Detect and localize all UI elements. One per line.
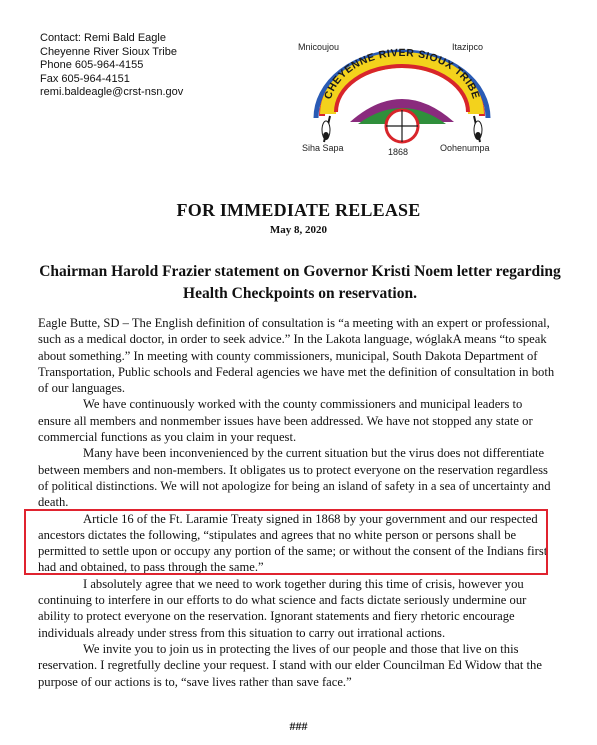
contact-block [40, 32, 183, 100]
right-feather-icon [474, 116, 482, 142]
paragraph-5: I absolutely agree that we need to work together during this time of crisis, however you continuing to interfere in our efforts to do what science and facts dictate seriously undermine our ability to protect everyone on the reservation. Ignorant statements and fiery rhetoric encourage individuals already under stress from this situation to carry out irrational actions. [38, 576, 527, 640]
end-mark: ### [289, 719, 308, 733]
logo-label-itazipco: Itazipco [452, 42, 484, 52]
left-feather-icon [322, 116, 330, 142]
seal-arc-text: CHEYENNE RIVER SIOUX TRIBE [322, 46, 482, 101]
logo-label-year: 1868 [388, 147, 409, 157]
paragraph-1: Eagle Butte, SD – The English definition of consultation is “a meeting with an expert or professional, such as a medical doctor, in order to seek advice.” In the Lakota language, wóglakA means “to speak about something.” In meeting with county commissioners, municipal, South Dakota Department of Transportation, Public schools and Federal agencies we have met the definition of consultation in both of our languages. [38, 316, 555, 396]
contact-phone: Phone 605-964-4155 [40, 59, 144, 72]
paragraph-2: We have continuously worked with the county commissioners and municipal leaders to ensure all members and nonmember issues have been addressed. We have not stopped any state or commercial functions as you claim in your request. [38, 397, 533, 445]
treaty-highlight-box [24, 509, 548, 575]
release-title: FOR IMMEDIATE RELEASE [176, 200, 421, 220]
logo-label-siha-sapa: Siha Sapa [302, 143, 344, 153]
logo-label-oohenumpa: Oohenumpa [440, 143, 490, 153]
paragraph-6: We invite you to join us in protecting the lives of our people and those that live on this reservation. I regretfully decline your request. I stand with our elder Councilman Ed Widow that the purpose of our actions is to, “save lives rather than save face.” [38, 641, 542, 689]
contact-org: Cheyenne River Sioux Tribe [40, 45, 177, 58]
contact-name: Contact: Remi Bald Eagle [40, 32, 166, 44]
paragraph-3: Many have been inconvenienced by the current situation but the virus does not differentiate between members and non-members. It obligates us to protect everyone on the reservation regardless of political distinctions. We will not apologize for being an island of safety in a sea of uncertainty and death. [38, 446, 551, 510]
contact-email: remi.baldeagle@crst-nsn.gov [40, 86, 184, 99]
statement-body [38, 315, 558, 690]
release-date: May 8, 2020 [269, 224, 328, 236]
logo-label-mnicoujou: Mnicoujou [298, 42, 340, 52]
statement-headline: Chairman Harold Frazier statement on Governor Kristi Noem letter regarding Health Checkpoints on reservation. [39, 263, 561, 302]
paragraph-4-treaty: Article 16 of the Ft. Laramie Treaty signed in 1868 by your government and our respected ancestors dictates the following, “stipulates and agrees that no white person or persons shall be permitted to settle upon or occupy any portion of the same; or without the consent of the Indians first had and obtained, to pass through the same.” [38, 511, 548, 575]
svg-text:CHEYENNE RIVER SIOUX TRIBE [322, 47, 482, 101]
tribe-seal-logo [292, 30, 512, 160]
contact-fax: Fax 605-964-4151 [40, 72, 130, 85]
seal-graphic [292, 30, 512, 160]
